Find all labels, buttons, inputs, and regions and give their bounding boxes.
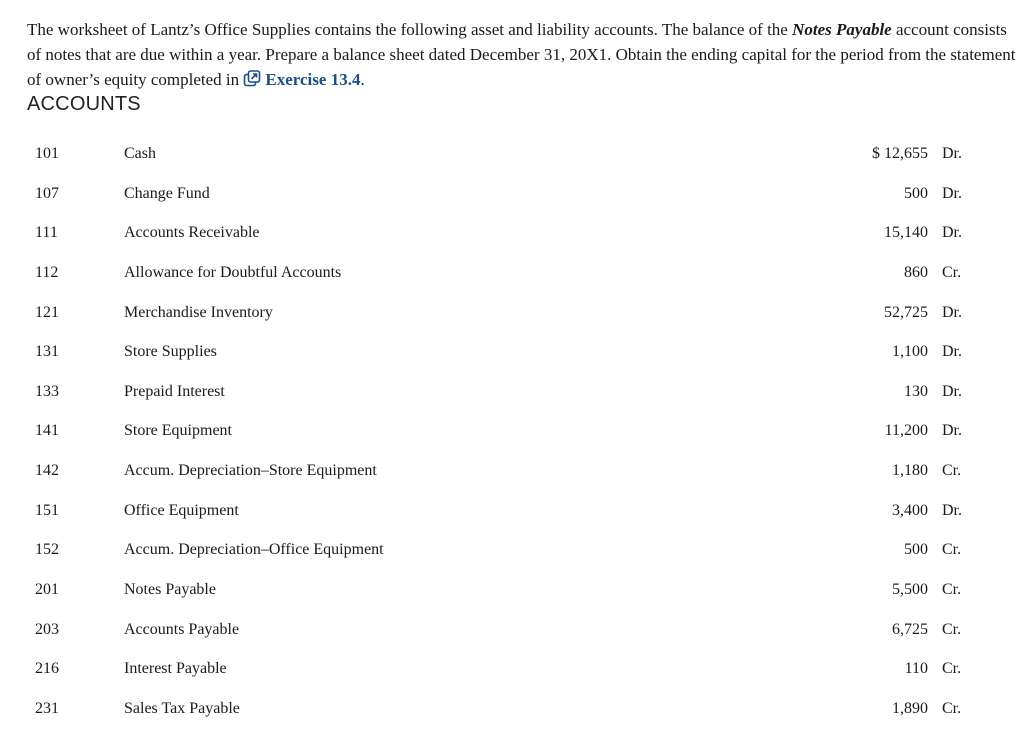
account-number: 201 (35, 580, 59, 598)
exercise-link[interactable] (243, 70, 360, 89)
account-row (0, 213, 1024, 253)
account-balance-type: Dr. (942, 303, 962, 321)
account-balance-type: Dr. (942, 224, 962, 242)
account-amount: 1,890 (892, 699, 928, 717)
accounts-heading: ACCOUNTS (27, 93, 141, 115)
account-row (0, 134, 1024, 174)
account-number: 142 (35, 462, 59, 479)
account-name: Prepaid Interest (124, 382, 225, 400)
account-balance-type: Cr. (942, 580, 962, 598)
account-number: 101 (35, 145, 59, 162)
account-name: Accounts Payable (124, 620, 240, 638)
account-name: Allowance for Doubtful Accounts (124, 263, 342, 281)
account-number: 107 (35, 184, 59, 202)
account-name: Merchandise Inventory (124, 303, 273, 321)
problem-text-end: . (360, 70, 365, 89)
account-name: Interest Payable (124, 660, 227, 678)
account-row (0, 689, 1024, 729)
account-row (0, 491, 1024, 531)
account-number: 131 (35, 343, 59, 361)
account-row (0, 372, 1024, 412)
account-name: Notes Payable (124, 580, 216, 598)
account-number: 111 (35, 224, 58, 242)
account-row (0, 293, 1024, 333)
account-name: Sales Tax Payable (124, 699, 240, 717)
account-name: Store Equipment (124, 422, 232, 440)
account-amount: 6,725 (892, 620, 928, 638)
account-number: 152 (35, 541, 59, 559)
account-number: 216 (35, 660, 59, 678)
account-name: Change Fund (124, 184, 210, 202)
problem-text-part1: The worksheet of Lantz’s Office Supplies contains the following asset and liability accounts. The balance of the (27, 20, 793, 39)
account-balance-type: Cr. (942, 263, 962, 281)
account-balance-type: Cr. (942, 660, 962, 678)
account-row (0, 570, 1024, 610)
account-number: 133 (35, 382, 59, 400)
problem-statement (27, 17, 1017, 94)
account-name: Accounts Receivable (124, 224, 260, 242)
account-row (0, 610, 1024, 650)
account-amount: 860 (904, 263, 928, 281)
account-balance-type: Dr. (942, 343, 962, 361)
account-balance-type: Cr. (942, 541, 962, 559)
account-row (0, 411, 1024, 451)
account-row (0, 530, 1024, 570)
account-amount: 500 (904, 184, 928, 202)
accounts-table (0, 134, 1024, 728)
account-amount: 500 (904, 541, 928, 559)
account-row (0, 649, 1024, 689)
account-amount: 15,140 (884, 224, 928, 242)
account-amount: 5,500 (892, 580, 928, 598)
account-amount: 52,725 (884, 303, 928, 321)
account-row (0, 451, 1024, 491)
account-balance-type: Dr. (942, 184, 962, 202)
account-balance-type: Dr. (942, 145, 962, 162)
account-balance-type: Cr. (942, 462, 962, 479)
account-amount: $ 12,655 (872, 145, 928, 162)
account-number: 203 (35, 620, 59, 638)
account-number: 112 (35, 263, 59, 281)
notes-payable-emphasis: Notes Payable (792, 20, 892, 39)
account-balance-type: Dr. (942, 501, 962, 519)
account-row (0, 174, 1024, 214)
account-amount: 11,200 (884, 422, 928, 440)
account-number: 231 (35, 699, 59, 717)
account-balance-type: Cr. (942, 620, 962, 638)
account-number: 151 (35, 501, 59, 519)
external-link-icon (243, 69, 261, 94)
account-balance-type: Cr. (942, 699, 962, 717)
account-number: 121 (35, 303, 59, 321)
account-balance-type: Dr. (942, 422, 962, 440)
account-amount: 1,100 (892, 343, 928, 361)
account-name: Accum. Depreciation–Office Equipment (124, 541, 384, 559)
account-number: 141 (35, 422, 59, 440)
account-balance-type: Dr. (942, 382, 962, 400)
account-name: Office Equipment (124, 501, 239, 519)
account-row (0, 253, 1024, 293)
account-name: Cash (124, 145, 156, 162)
account-name: Accum. Depreciation–Store Equipment (124, 462, 377, 479)
account-amount: 130 (904, 382, 928, 400)
account-amount: 1,180 (892, 462, 928, 479)
account-amount: 110 (904, 660, 928, 678)
exercise-link-label[interactable]: Exercise 13.4 (265, 70, 361, 89)
account-amount: 3,400 (892, 501, 928, 519)
problem-text-part2: account consists of notes that are due within a year. Prepare a balance sheet dated December 31, 20X1. Obtain the ending capital for the period from the statement of owner’s equity completed in (27, 20, 1016, 89)
account-row (0, 332, 1024, 372)
account-name: Store Supplies (124, 343, 217, 361)
